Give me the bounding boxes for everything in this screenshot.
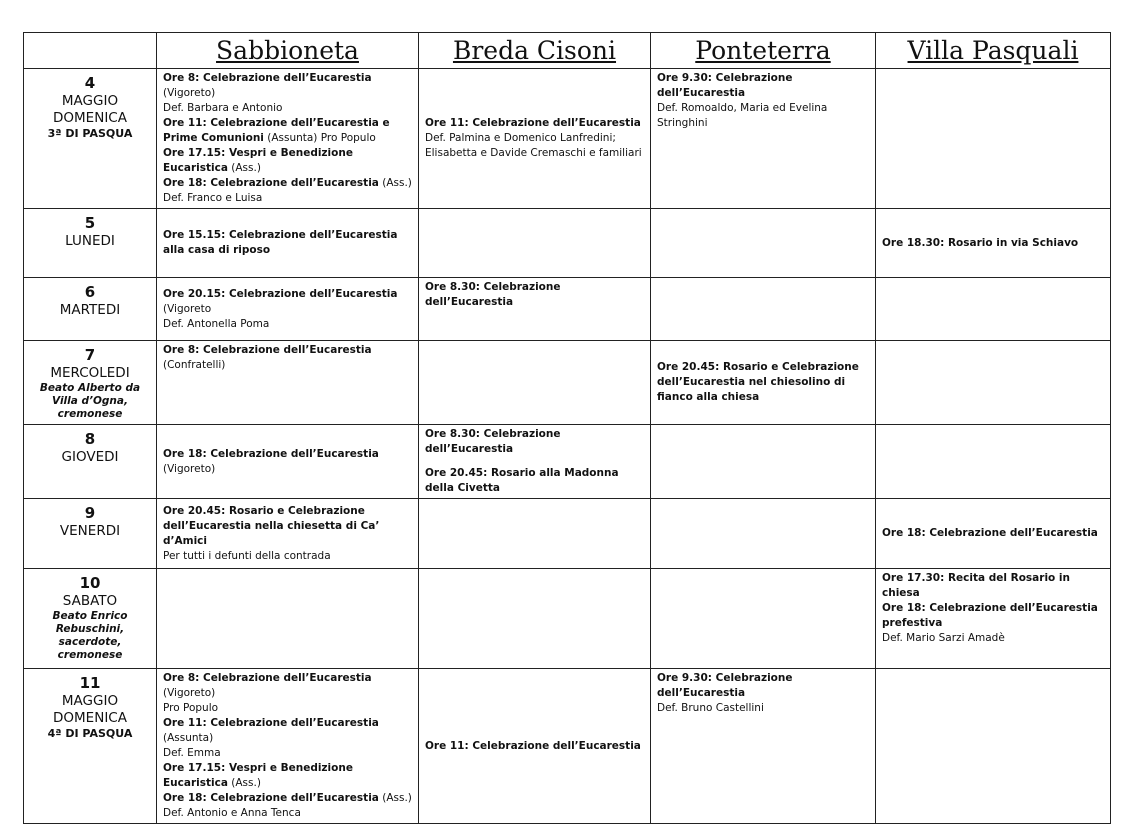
cell-sabbioneta [157,209,419,278]
event-title: Ore 17.30: Recita del Rosario in chiesa [882,572,1070,599]
event-location: (Vigoreto) [163,87,216,99]
event-title: Ore 8: Celebrazione dell’Eucarestia [163,344,372,356]
event-location: (Ass.) [378,792,412,804]
day-note-liturgical: 4ª DI PASQUA [47,727,133,740]
event-title: Ore 18: Celebrazione dell’Eucarestia [163,447,379,460]
event-entry [425,280,644,310]
schedule-table [23,32,1111,824]
day-name: VENERDI [59,523,121,539]
cell-villa-pasquali [876,669,1111,824]
event-entry [163,671,412,701]
day-cell [24,278,157,341]
table-row [24,69,1111,209]
cell-breda-cisoni [419,669,651,824]
event-entry [163,343,412,373]
event-entry [425,466,644,496]
cell-sabbioneta [157,69,419,209]
event-location: (Ass.) [227,777,261,789]
cell-ponteterra [651,669,876,824]
event-location: (Vigoreto) [163,687,216,699]
event-title: Ore 20.15: Celebrazione dell’Eucarestia [163,287,398,300]
event-entry [657,360,869,405]
event-dedication: Def. Palmina e Domenico Lanfredini; Elisabetta e Davide Cremaschi e familiari [425,132,642,159]
header-villa-pasquali: Villa Pasquali [876,33,1111,69]
table-row [24,569,1111,669]
day-name: GIOVEDI [61,449,119,465]
event-dedication: Def. Antonella Poma [163,317,270,330]
event-entry [657,71,869,101]
day-cell [24,341,157,425]
cell-villa-pasquali [876,69,1111,209]
event-location: (Assunta) Pro Populo [263,132,376,144]
cell-breda-cisoni [419,569,651,669]
cell-breda-cisoni [419,278,651,341]
cell-ponteterra [651,569,876,669]
event-title: Ore 18: Celebrazione dell’Eucarestia prefestiva [882,602,1098,629]
day-name: MARTEDI [59,302,121,318]
table-row [24,341,1111,425]
header-ponteterra: Ponteterra [651,33,876,69]
event-entry [163,716,412,746]
header-row [24,33,1111,69]
table-row [24,499,1111,569]
event-dedication: Pro Populo [163,702,219,714]
day-number: 4 [84,74,96,92]
day-name: MAGGIO [61,693,119,709]
day-cell [24,669,157,824]
day-name: SABATO [62,593,118,609]
day-number: 7 [84,346,96,364]
cell-ponteterra [651,278,876,341]
cell-breda-cisoni [419,209,651,278]
event-title: Ore 17.15: Vespri e Benedizione Eucaristica [163,762,353,789]
event-entry [163,447,412,477]
cell-sabbioneta [157,341,419,425]
event-entry [163,146,412,176]
event-title: Ore 17.15: Vespri e Benedizione Eucaristica [163,147,353,174]
header-blank [24,33,157,69]
event-dedication: Def. Antonio e Anna Tenca [163,807,301,819]
event-location: (Ass.) [227,162,261,174]
event-entry [163,71,412,101]
cell-villa-pasquali [876,278,1111,341]
day-cell [24,425,157,499]
event-entry [163,228,412,258]
table-row [24,278,1111,341]
table-row [24,209,1111,278]
cell-breda-cisoni [419,341,651,425]
event-dedication: Def. Mario Sarzi Amadè [882,632,1005,644]
event-title: Ore 9.30: Celebrazione dell’Eucarestia [657,672,793,699]
event-title: Ore 8.30: Celebrazione dell’Eucarestia [425,428,561,455]
event-dedication: Def. Romoaldo, Maria ed Evelina Stringhini [657,102,828,129]
cell-villa-pasquali [876,569,1111,669]
cell-sabbioneta [157,425,419,499]
event-location: (Assunta) [163,732,214,744]
day-name: MAGGIO [61,93,119,109]
event-location: (Confratelli) [163,359,226,371]
header-breda-cisoni: Breda Cisoni [419,33,651,69]
event-title: Ore 11: Celebrazione dell’Eucarestia [163,717,379,729]
event-dedication: Def. Bruno Castellini [657,702,764,714]
day-number: 10 [79,574,101,592]
cell-ponteterra [651,341,876,425]
event-title: Ore 20.45: Rosario e Celebrazione dell’Eucarestia nella chiesetta di Ca’ d’Amici [163,504,380,547]
day-cell [24,69,157,209]
cell-villa-pasquali [876,341,1111,425]
day-number: 6 [84,283,96,301]
table-row [24,425,1111,499]
day-cell [24,209,157,278]
day-number: 9 [84,504,96,522]
event-title: Ore 8.30: Celebrazione dell’Eucarestia [425,281,561,308]
event-entry [163,791,412,806]
day-saint: Beato Alberto da Villa d’Ogna, cremonese [39,382,141,420]
event-location: (Ass.) [378,177,412,189]
cell-sabbioneta [157,278,419,341]
event-dedication: Def. Emma [163,747,221,759]
event-location: (Vigoreto) [163,462,216,475]
day-number: 8 [84,430,96,448]
cell-ponteterra [651,499,876,569]
event-title: Ore 11: Celebrazione dell’Eucarestia [425,739,641,752]
event-dedication: Def. Barbara e Antonio [163,102,283,114]
cell-breda-cisoni [419,499,651,569]
event-entry [163,504,412,549]
day-number: 11 [79,674,101,692]
event-title: Ore 18: Celebrazione dell’Eucarestia [882,527,1098,539]
cell-ponteterra [651,69,876,209]
day-cell [24,569,157,669]
event-entry [882,601,1104,631]
event-title: Ore 18.30: Rosario in via Schiavo [882,236,1079,249]
day-saint: Beato Enrico Rebuschini, sacerdote, cremonese [52,610,128,661]
event-entry [882,526,1104,541]
event-dedication: Def. Franco e Luisa [163,192,263,204]
event-title: Ore 8: Celebrazione dell’Eucarestia [163,672,372,684]
event-title: Ore 20.45: Rosario e Celebrazione dell’Eucarestia nel chiesolino di fianco alla chiesa [657,361,859,403]
cell-ponteterra [651,425,876,499]
event-title: Ore 8: Celebrazione dell’Eucarestia [163,72,372,84]
event-title: Ore 11: Celebrazione dell’Eucarestia [425,117,641,129]
table-row [24,669,1111,824]
day-name: MERCOLEDI [50,365,130,381]
day-note: DOMENICA [53,110,127,126]
day-number: 5 [84,214,96,232]
event-title: Ore 18: Celebrazione dell’Eucarestia [163,792,379,804]
event-title: Ore 20.45: Rosario alla Madonna della Civetta [425,467,619,494]
cell-villa-pasquali [876,209,1111,278]
event-entry [882,571,1104,601]
event-title: Ore 11: Celebrazione dell’Eucarestia e Prime Comunioni [163,117,390,144]
event-entry [425,116,644,131]
event-entry [163,116,412,146]
event-title: Ore 18: Celebrazione dell’Eucarestia [163,177,379,189]
cell-breda-cisoni [419,425,651,499]
event-entry [163,761,412,791]
cell-breda-cisoni [419,69,651,209]
cell-sabbioneta [157,499,419,569]
event-dedication: Per tutti i defunti della contrada [163,549,331,562]
cell-sabbioneta [157,569,419,669]
event-entry [425,427,644,457]
event-title: Ore 15.15: Celebrazione dell’Eucarestia alla casa di riposo [163,229,398,256]
cell-ponteterra [651,209,876,278]
event-title: Ore 9.30: Celebrazione dell’Eucarestia [657,72,793,99]
day-name: LUNEDI [65,233,115,249]
event-entry [163,176,412,191]
day-cell [24,499,157,569]
day-note: DOMENICA [53,710,127,726]
event-entry [425,739,644,754]
header-sabbioneta: Sabbioneta [157,33,419,69]
cell-sabbioneta [157,669,419,824]
day-note-liturgical: 3ª DI PASQUA [47,127,133,140]
event-location: (Vigoreto [163,302,212,315]
event-entry [882,236,1104,251]
event-entry [657,671,869,701]
cell-villa-pasquali [876,425,1111,499]
event-entry [163,287,412,317]
cell-villa-pasquali [876,499,1111,569]
